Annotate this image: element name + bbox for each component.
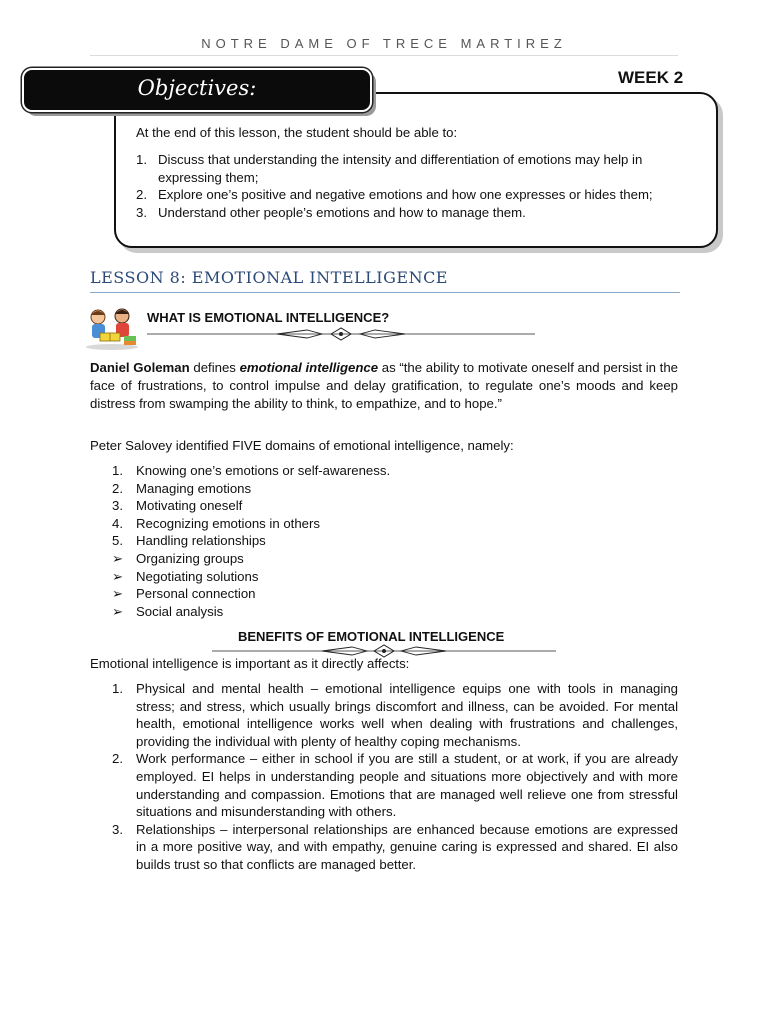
list-item: 1. Physical and mental health – emotional intelligence equips one with tools in managing stress; and stress, which usually brings discomfort and illness, can be avoided. For mental health, emotional intelligence works well when dealing with frustrations and challenges, providing the individual with plenty of healthy coping mechanisms. — [112, 681, 678, 749]
children-reading-illustration — [84, 305, 140, 351]
list-item: ➢ Organizing groups — [112, 550, 244, 566]
list-item: 2. Managing emotions — [112, 480, 252, 496]
week-label: WEEK 2 — [618, 68, 684, 87]
objectives-intro: At the end of this lesson, the student should be able to: — [136, 125, 458, 140]
list-item: 3. Motivating oneself — [112, 498, 243, 514]
list-item: ➢ Social analysis — [112, 603, 224, 619]
objectives-tab-label: Objectives: — [137, 76, 257, 100]
objectives-tab — [22, 68, 372, 112]
list-item: 5. Handling relationships — [112, 533, 266, 549]
list-item: ➢ Negotiating solutions — [112, 568, 259, 584]
lesson-title: LESSON 8: EMOTIONAL INTELLIGENCE — [90, 268, 448, 287]
list-item: 1. Knowing one’s emotions or self-awareness. — [112, 463, 391, 478]
header-divider — [90, 55, 678, 56]
list-item: 4. Recognizing emotions in others — [112, 515, 320, 531]
lesson-title-underline — [90, 292, 680, 293]
school-header: NOTRE DAME OF TRECE MARTIREZ — [201, 36, 567, 51]
objective-item: 2. Explore one’s positive and negative emotions and how one expresses or hides them; — [136, 187, 653, 202]
ornamental-divider — [147, 327, 535, 341]
list-item: 3. Relationships – interpersonal relationships are enhanced because emotions are expressed in a more positive way, and with empathy, genuine caring is expressed and shared. EI also builds trust so that conflicts are managed better. — [112, 821, 678, 872]
goleman-definition: Daniel Goleman defines emotional intelligence as “the ability to motivate oneself and persist in the face of frustrations, to control impulse and delay gratification, to regulate one’s moods and keep distress from swamping the ability to think, to empathize, and to hope.” — [90, 360, 678, 411]
salovey-intro: Peter Salovey identified FIVE domains of emotional intelligence, namely: — [90, 438, 514, 453]
objectives-list — [136, 151, 691, 221]
ei-domains-list — [112, 462, 390, 620]
objective-item: 3. Understand other people’s emotions and how to manage them. — [136, 204, 526, 220]
benefits-list — [112, 680, 678, 874]
list-item: ➢ Personal connection — [112, 586, 256, 602]
section-title-benefits: BENEFITS OF EMOTIONAL INTELLIGENCE — [238, 629, 505, 644]
benefits-intro: Emotional intelligence is important as it directly affects: — [90, 656, 410, 671]
list-item: 2. Work performance – either in school if you are still a student, or at work, if you are already employed. EI helps in understanding people and situations more objectively and with more understanding and compassion. Emotions that are managed well relieve one from stressful situations and misunderstanding with others. — [112, 751, 678, 820]
objective-item: 1. Discuss that understanding the intensity and differentiation of emotions may help in expressing them; — [136, 152, 643, 185]
section-title-what-is-ei: WHAT IS EMOTIONAL INTELLIGENCE? — [147, 310, 390, 325]
